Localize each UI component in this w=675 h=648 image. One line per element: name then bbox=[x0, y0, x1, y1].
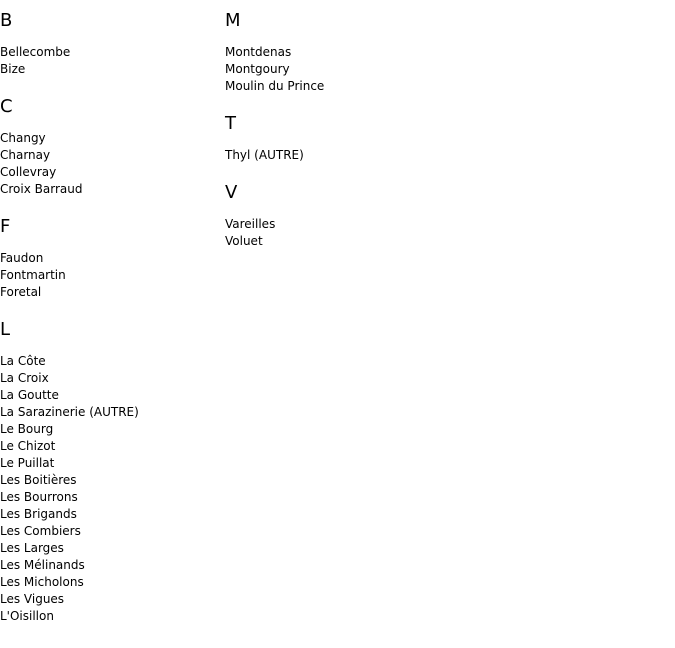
place-link[interactable]: Le Puillat bbox=[0, 456, 55, 470]
list-item[interactable] bbox=[225, 44, 445, 61]
place-list bbox=[0, 353, 220, 625]
place-list bbox=[0, 250, 220, 301]
list-item[interactable] bbox=[225, 147, 445, 164]
place-link[interactable]: Les Boitières bbox=[0, 473, 77, 487]
place-link[interactable]: Bellecombe bbox=[0, 45, 71, 59]
place-link[interactable]: Thyl (AUTRE) bbox=[225, 148, 304, 162]
list-item[interactable] bbox=[0, 44, 220, 61]
list-item[interactable] bbox=[0, 540, 220, 557]
place-link[interactable]: Les Mélinands bbox=[0, 558, 85, 572]
place-link[interactable]: Les Larges bbox=[0, 541, 64, 555]
list-item[interactable] bbox=[0, 147, 220, 164]
list-item[interactable] bbox=[0, 591, 220, 608]
place-link[interactable]: Collevray bbox=[0, 165, 57, 179]
list-item[interactable] bbox=[225, 216, 445, 233]
group-letter: B bbox=[0, 10, 13, 31]
list-item[interactable] bbox=[0, 370, 220, 387]
place-list bbox=[225, 147, 445, 164]
list-item[interactable] bbox=[0, 523, 220, 540]
group-m bbox=[225, 10, 445, 95]
place-list bbox=[0, 130, 220, 198]
list-item[interactable] bbox=[0, 130, 220, 147]
place-link[interactable]: L'Oisillon bbox=[0, 609, 54, 623]
place-link[interactable]: Les Micholons bbox=[0, 575, 84, 589]
list-item[interactable] bbox=[0, 164, 220, 181]
list-item[interactable] bbox=[0, 608, 220, 625]
place-link[interactable]: Vareilles bbox=[225, 217, 276, 231]
place-link[interactable]: La Sarazinerie (AUTRE) bbox=[0, 405, 139, 419]
place-link[interactable]: Fontmartin bbox=[0, 268, 66, 282]
place-link[interactable]: La Goutte bbox=[0, 388, 59, 402]
group-letter: F bbox=[0, 216, 11, 237]
place-link[interactable]: Croix Barraud bbox=[0, 182, 83, 196]
list-item[interactable] bbox=[0, 472, 220, 489]
place-link[interactable]: Les Vigues bbox=[0, 592, 65, 606]
list-item[interactable] bbox=[0, 250, 220, 267]
list-item[interactable] bbox=[0, 353, 220, 370]
list-item[interactable] bbox=[0, 267, 220, 284]
list-item[interactable] bbox=[225, 78, 445, 95]
group-letter: V bbox=[225, 182, 238, 203]
place-link[interactable]: Faudon bbox=[0, 251, 44, 265]
place-list bbox=[225, 44, 445, 95]
place-list bbox=[0, 44, 220, 78]
list-item[interactable] bbox=[0, 404, 220, 421]
place-link[interactable]: Changy bbox=[0, 131, 46, 145]
list-item[interactable] bbox=[0, 181, 220, 198]
left-column bbox=[0, 10, 220, 625]
place-link[interactable]: Bize bbox=[0, 62, 26, 76]
place-link[interactable]: Le Chizot bbox=[0, 439, 56, 453]
list-item[interactable] bbox=[0, 489, 220, 506]
group-v bbox=[225, 182, 445, 250]
list-item[interactable] bbox=[0, 455, 220, 472]
group-l bbox=[0, 319, 220, 625]
group-letter: T bbox=[225, 113, 236, 134]
list-item[interactable] bbox=[0, 506, 220, 523]
place-link[interactable]: Les Brigands bbox=[0, 507, 77, 521]
list-item[interactable] bbox=[0, 574, 220, 591]
group-f bbox=[0, 216, 220, 301]
list-item[interactable] bbox=[0, 557, 220, 574]
group-t bbox=[225, 113, 445, 164]
place-link[interactable]: La Croix bbox=[0, 371, 49, 385]
list-item[interactable] bbox=[0, 387, 220, 404]
group-letter: M bbox=[225, 10, 241, 31]
right-column bbox=[225, 10, 445, 250]
place-link[interactable]: La Côte bbox=[0, 354, 46, 368]
list-item[interactable] bbox=[0, 284, 220, 301]
group-letter: L bbox=[0, 319, 11, 340]
place-link[interactable]: Montgoury bbox=[225, 62, 290, 76]
list-item[interactable] bbox=[225, 61, 445, 78]
place-link[interactable]: Charnay bbox=[0, 148, 51, 162]
place-link[interactable]: Foretal bbox=[0, 285, 42, 299]
list-item[interactable] bbox=[0, 61, 220, 78]
group-letter: C bbox=[0, 96, 13, 117]
place-link[interactable]: Moulin du Prince bbox=[225, 79, 325, 93]
place-link[interactable]: Le Bourg bbox=[0, 422, 54, 436]
group-c bbox=[0, 96, 220, 198]
place-link[interactable]: Les Combiers bbox=[0, 524, 81, 538]
list-item[interactable] bbox=[225, 233, 445, 250]
group-b bbox=[0, 10, 220, 78]
list-item[interactable] bbox=[0, 421, 220, 438]
place-link[interactable]: Les Bourrons bbox=[0, 490, 78, 504]
list-item[interactable] bbox=[0, 438, 220, 455]
place-link[interactable]: Voluet bbox=[225, 234, 263, 248]
place-list bbox=[225, 216, 445, 250]
place-link[interactable]: Montdenas bbox=[225, 45, 292, 59]
